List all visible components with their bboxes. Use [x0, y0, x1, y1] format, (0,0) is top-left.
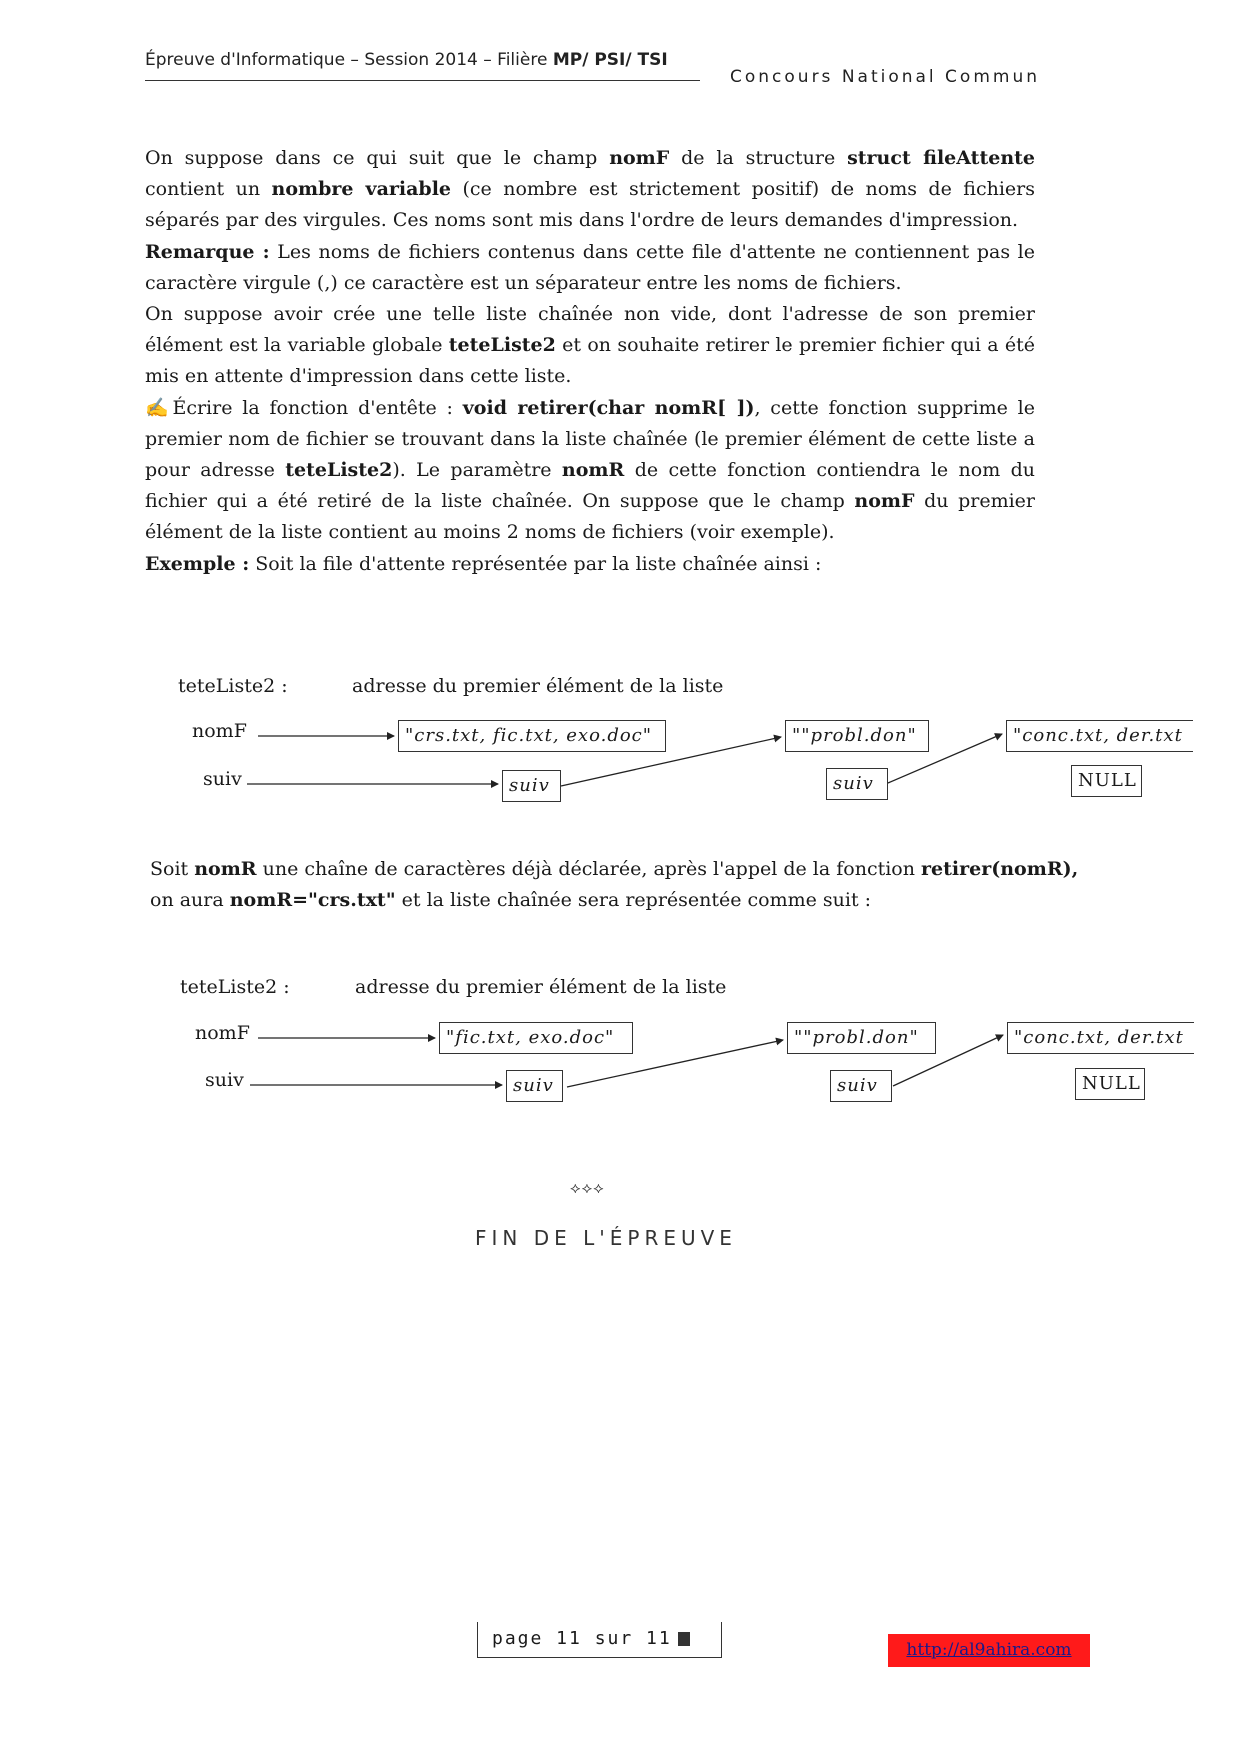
- header-exam-title: Épreuve d'Informatique – Session 2014 – Filière MP/ PSI/ TSI: [145, 50, 668, 70]
- diagram2-node3-null: NULL: [1075, 1068, 1145, 1100]
- diagram1-node2-suiv: suiv: [826, 768, 888, 800]
- arrow-node2-to-node3-1: [888, 734, 1002, 783]
- scan-mark-icon: [678, 1632, 690, 1646]
- paragraph-3: On suppose avoir crée une telle liste chaînée non vide, dont l'adresse de son premier élément est la variable globale teteListe2 et on souhaite retirer le premier fichier qui a été mis en attente d'impression dans cette liste.: [145, 303, 1035, 388]
- diagram1-nomF-label: nomF: [192, 720, 247, 742]
- pencil-icon: ✍: [145, 396, 173, 419]
- watermark-link[interactable]: http://al9ahira.com: [888, 1634, 1090, 1667]
- diagram2-caption: adresse du premier élément de la liste: [355, 976, 727, 998]
- arrow-node1-to-node2-2: [567, 1040, 783, 1087]
- paragraph-question: ✍Écrire la fonction d'entête : void retirer(char nomR[ ]), cette fonction supprime le premier nom de fichier se trouvant dans la liste chaînée (le premier élément de cette liste a pour adresse teteListe2). Le paramètre nomR de cette fonction contiendra le nom du fichier qui a été retiré de la liste chaînée. On suppose que le champ nomF du premier élément de la liste contient au moins 2 noms de fichiers (voir exemple).: [145, 396, 1036, 544]
- diagram1-node3-null: NULL: [1071, 765, 1142, 797]
- middle-text-line2: on aura nomR="crs.txt" et la liste chaînée sera représentée comme suit :: [150, 889, 872, 911]
- middle-text-line1: Soit nomR une chaîne de caractères déjà déclarée, après l'appel de la fonction retirer(nomR),: [150, 858, 1079, 880]
- arrow-node2-to-node3-2: [893, 1035, 1003, 1086]
- paragraph-remarque: Remarque : Les noms de fichiers contenus dans cette file d'attente ne contiennent pas le caractère virgule (,) ce caractère est un séparateur entre les noms de fichiers.: [145, 240, 1035, 294]
- diagram2-node2-nomF: ""probl.don": [787, 1022, 936, 1054]
- diagram2-suiv-label: suiv: [205, 1069, 244, 1091]
- paragraph-1: On suppose dans ce qui suit que le champ nomF de la structure struct fileAttente contient un nombre variable (ce nombre est strictement positif) de noms de fichiers séparés par des virgules. Ces noms sont mis dans l'ordre de leurs demandes d'impression.: [145, 147, 1036, 232]
- paragraph-exemple: Exemple : Soit la file d'attente représentée par la liste chaînée ainsi :: [145, 552, 822, 575]
- diagram2-tete-label: teteListe2 :: [180, 976, 290, 998]
- diagram1-node2-nomF: ""probl.don": [785, 720, 929, 752]
- diagram2-node3-nomF: "conc.txt, der.txt: [1007, 1022, 1194, 1054]
- diagram1-suiv-label: suiv: [203, 768, 242, 790]
- diagram2-node2-suiv: suiv: [830, 1070, 892, 1102]
- diagram1-caption: adresse du premier élément de la liste: [352, 675, 724, 697]
- diagram1-node1-suiv: suiv: [502, 770, 561, 802]
- diagram2-nomF-label: nomF: [195, 1022, 250, 1044]
- diagram1-node1-nomF: "crs.txt, fic.txt, exo.doc": [398, 720, 666, 752]
- end-separator: ⟡⟡⟡: [570, 1178, 605, 1197]
- diagram1-tete-label: teteListe2 :: [178, 675, 288, 697]
- diagram2-node1-nomF: "fic.txt, exo.doc": [439, 1022, 633, 1054]
- page-number: page 11 sur 11: [477, 1622, 722, 1658]
- header-contest-name: Concours National Commun: [730, 67, 1040, 87]
- diagram1-node3-nomF: "conc.txt, der.txt: [1006, 720, 1193, 752]
- arrow-node1-to-node2-1: [561, 737, 781, 786]
- diagram2-node1-suiv: suiv: [506, 1070, 563, 1102]
- end-of-exam: FIN DE L'ÉPREUVE: [475, 1226, 737, 1250]
